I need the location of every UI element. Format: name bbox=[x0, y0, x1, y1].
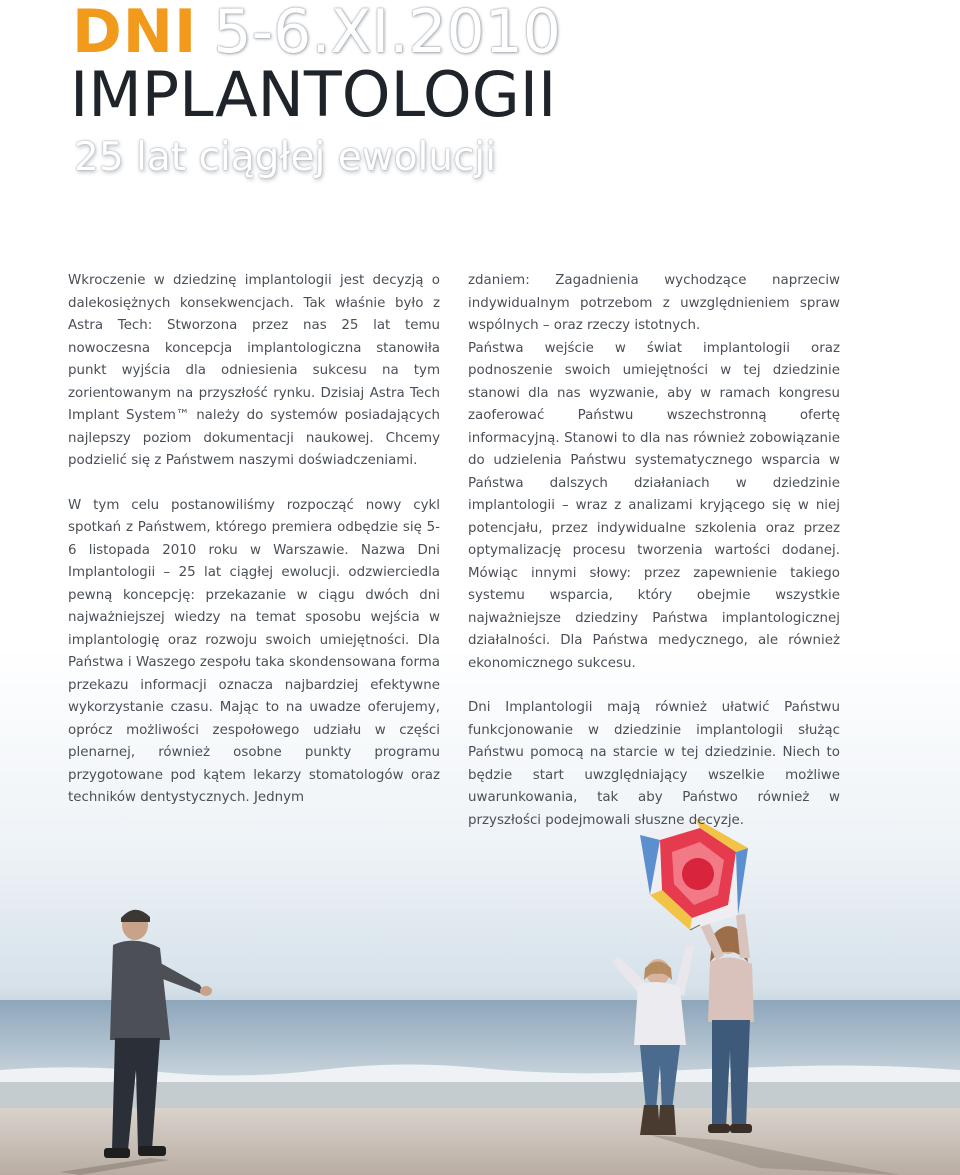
left-column bbox=[68, 270, 440, 810]
right-column bbox=[468, 270, 840, 832]
page-subtitle: 25 lat ciągłej ewolucji bbox=[74, 135, 497, 180]
event-header bbox=[72, 0, 561, 66]
paragraph: Państwa wejście w świat implantologii oraz podnoszenie swoich umiejętności w tej dziedzinie stanowi dla nas wyzwanie, aby w ramach kongresu zaoferować Państwu wszechstronną ofertę informacyjną. Stanowi to dla nas również zobowiązanie do udzielenia Państwu systematycznego wsparcia w Państwa dalszych działaniach w dziedzinie implantologii – wraz z analizami kryjącego się w niej potencjału, przez indywidualne szkolenia oraz przez optymalizację procesu tworzenia wartości dodanej. Mówiąc innymi słowy: przez zapewnienie takiego systemu wsparcia, który obejmie wszystkie najważniejsze dziedziny Państwa implantologicznej działalności. Dla Państwa medycznego, ale również ekonomicznego sukcesu. bbox=[468, 340, 840, 671]
paragraph: Wkroczenie w dziedzinę implantologii jest decyzją o dalekosiężnych konsekwencjach. Tak właśnie było z Astra Tech: Stworzona przez nas 25 lat temu nowoczesna koncepcja implantologiczna stanowiła punkt wyjścia dla odniesienia sukcesu na tym zorientowanym na przyszłość rynku. Dzisiaj Astra Tech Implant System™ należy do systemów posiadających najlepszy poziom dokumentacji naukowej. Chcemy podzielić się z Państwem naszymi doświadczeniami. bbox=[68, 273, 440, 468]
paragraph: zdaniem: Zagadnienia wychodzące naprzeciw indywidualnym potrzebom z uwzględnieniem spraw wspólnych – oraz rzeczy istotnych. bbox=[468, 273, 840, 333]
event-name: DNI bbox=[72, 0, 198, 67]
paragraph: Dni Implantologii mają również ułatwić Państwu funkcjonowanie w dziedzinie implantologii służąc Państwu pomocą na starcie w tej dziedzinie. Niech to będzie start uwzględniający wszelkie możliwe uwarunkowania, tak aby Państwo również w przyszłości podejmowali słuszne decyzje. bbox=[468, 700, 840, 828]
paragraph: W tym celu postanowiliśmy rozpocząć nowy cykl spotkań z Państwem, którego premiera odbędzie się 5-6 listopada 2010 roku w Warszawie. Nazwa Dni Implantologii – 25 lat ciągłej ewolucji. odzwierciedla pewną koncepcję: przekazanie w ciągu dwóch dni najważniejszej wiedzy na temat sposobu wejścia w implantologię oraz rozwoju swoich umiejętności. Dla Państwa i Waszego zespołu taka skondensowana forma przekazu informacji oznacza najbardziej efektywne wykorzystanie czasu. Mając to na uwadze oferujemy, oprócz możliwości zespołowego udziału w części plenarnej, również osobne punkty programu przygotowane pod kątem lekarzy stomatologów oraz techników dentystycznych. Jednym bbox=[68, 497, 440, 805]
event-date: 5-6.XI.2010 bbox=[213, 0, 561, 67]
page-title: IMPLANTOLOGII bbox=[70, 58, 557, 131]
